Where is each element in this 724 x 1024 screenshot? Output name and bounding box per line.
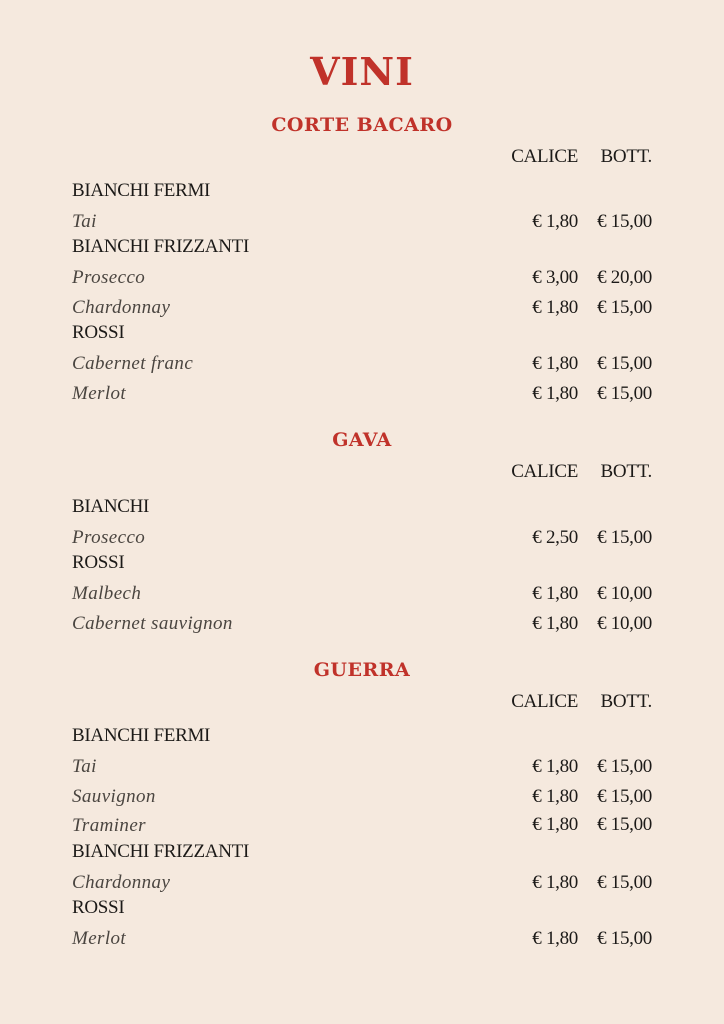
price-bottle: € 20,00 [597,267,652,288]
price-bottle: € 15,00 [597,211,652,232]
column-header-calice: CALICE [511,461,578,482]
price-bottle: € 15,00 [597,928,652,949]
category-label: BIANCHI FERMI [72,725,211,746]
price-bottle: € 10,00 [597,613,652,634]
wine-name: Tai [72,756,97,777]
wine-name: Prosecco [72,267,146,288]
category-label: BIANCHI [72,496,150,517]
price-bottle: € 15,00 [597,756,652,777]
wine-name: Cabernet sauvignon [72,613,233,634]
category-label: BIANCHI FRIZZANTI [72,236,249,257]
column-header-calice: CALICE [511,691,578,712]
price-glass: € 1,80 [532,583,578,604]
wine-name: Merlot [72,928,127,949]
price-bottle: € 15,00 [597,383,652,404]
price-glass: € 1,80 [532,872,578,893]
price-glass: € 1,80 [532,613,578,634]
category-label: ROSSI [72,322,125,343]
price-glass: € 1,80 [532,383,578,404]
wine-name: Sauvignon [72,786,156,807]
price-bottle: € 15,00 [597,527,652,548]
price-bottle: € 15,00 [597,297,652,318]
wine-name: Cabernet franc [72,353,194,374]
price-glass: € 1,80 [532,353,578,374]
price-glass: € 1,80 [532,211,578,232]
wine-name: Merlot [72,383,127,404]
category-label: ROSSI [72,897,125,918]
category-label: BIANCHI FRIZZANTI [72,841,249,862]
wine-name: Traminer [72,815,146,836]
category-label: BIANCHI FERMI [72,180,211,201]
wine-name: Chardonnay [72,872,171,893]
price-bottle: € 15,00 [597,353,652,374]
price-glass: € 1,80 [532,928,578,949]
section-title-corte-bacaro: CORTE BACARO [271,114,453,136]
column-header-bott: BOTT. [600,146,652,167]
price-bottle: € 15,00 [597,814,652,835]
wine-name: Chardonnay [72,297,171,318]
wine-name: Malbech [72,583,142,604]
price-glass: € 1,80 [532,786,578,807]
price-bottle: € 10,00 [597,583,652,604]
price-glass: € 1,80 [532,297,578,318]
price-glass: € 1,80 [532,756,578,777]
column-header-bott: BOTT. [600,691,652,712]
wine-name: Prosecco [72,527,146,548]
page-title: VINI [310,49,414,94]
wine-name: Tai [72,211,97,232]
column-header-calice: CALICE [511,146,578,167]
section-title-guerra: GUERRA [313,659,411,681]
section-title-gava: GAVA [332,429,392,451]
category-label: ROSSI [72,552,125,573]
price-glass: € 3,00 [532,267,578,288]
price-glass: € 2,50 [532,527,578,548]
column-header-bott: BOTT. [600,461,652,482]
price-glass: € 1,80 [532,814,578,835]
price-bottle: € 15,00 [597,872,652,893]
price-bottle: € 15,00 [597,786,652,807]
